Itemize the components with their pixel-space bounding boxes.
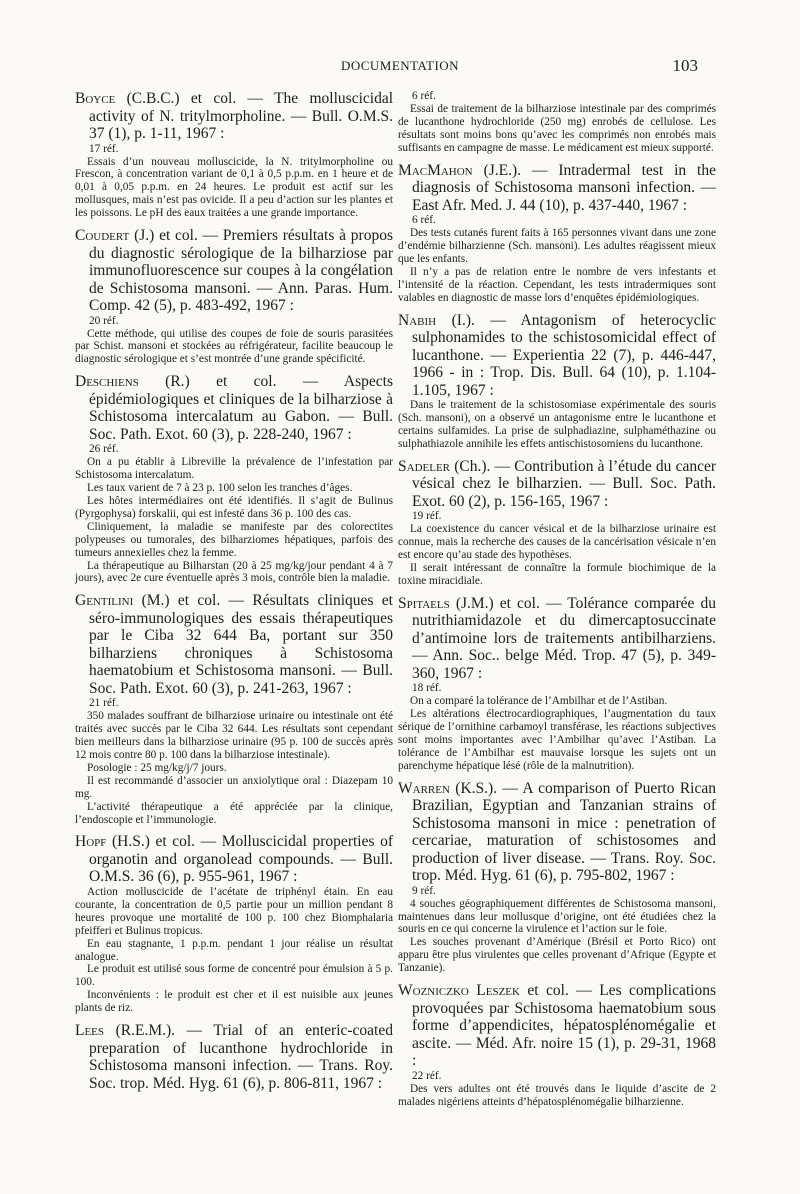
abstract-paragraph: Essais d’un nouveau molluscicide, la N. tritylmorpholine ou Frescon, à concentration variant de 0,1 à 0,5 p.p.m. en 1 heure et de 0,01 à 0,05 p.p.m. en 24 heures. Le produit est actif sur les mollusques, mais n’est pas ovicide. Il a peu d’action sur les plantes et les poissons. Le pH des eaux traitées a une grande importance. bbox=[75, 155, 393, 220]
entry-abstract bbox=[398, 1083, 716, 1109]
bibliography-entry bbox=[75, 1022, 393, 1092]
abstract-paragraph: On a comparé la tolérance de l’Ambilhar et de l’Astiban. bbox=[410, 695, 668, 708]
abstract-paragraph: On a pu établir à Libreville la prévalence de l’infestation par Schistosoma intercalatum. bbox=[75, 456, 393, 482]
abstract-paragraph: Cliniquement, la maladie se manifeste par des colorectites polypeuses ou tumorales, des bilharziomes hépatiques, parfois des tumeurs annexielles chez la femme. bbox=[75, 520, 393, 559]
abstract-paragraph: Des vers adultes ont été trouvés dans le liquide d’ascite de 2 malades nigériens atteints d’hépatosplénomégalie bilharzienne. bbox=[398, 1082, 716, 1108]
abstract-paragraph: La coexistence du cancer vésical et de la bilharziose urinaire est connue, mais la recherche des causes de la cancérisation vésicale n’en est encore qu’au stade des hypothèses. bbox=[398, 523, 716, 561]
abstract-paragraph: Les taux varient de 7 à 23 p. 100 selon les tranches d’âges. bbox=[87, 482, 353, 495]
entry-citation bbox=[398, 312, 716, 400]
entry-reference: (I.). — Antagonism of heterocyclic sulphonamides to the schistosomicidal effect of lucanthone. — Experientia 22 (7), p. 446-447, 1966 - in : Trop. Dis. Bull. 64 (10), p. 1.104-1.105, 1967 : bbox=[412, 311, 717, 399]
entry-abstract bbox=[398, 898, 716, 975]
abstract-paragraph: Il n’y a pas de relation entre le nombre de vers infestants et l’intensité de la réaction. Cependant, les tests intradermiques sont valables en diagnostic de masse lors d’enquêtes épidémiologiques. bbox=[398, 265, 716, 304]
entry-abstract bbox=[398, 695, 716, 772]
entry-citation bbox=[75, 373, 393, 443]
abstract-paragraph: 350 malades souffrant de bilharziose urinaire ou intestinale ont été traités avec succès par le Ciba 32 644. Les résultats sont cependant bien meilleurs dans la bilharziose urinaire (95 p. 100 de succès après 12 mois contre 80 p. 100 dans la bilharziose intestinale). bbox=[75, 710, 393, 762]
entry-reference: (R.E.M.). — Trial of an enteric-coated preparation of lucanthone hydrochloride in Schistosoma mansoni infection. — Trans. Roy. Soc. trop. Méd. Hyg. 61 (6), p. 806-811, 1967 : bbox=[89, 1022, 393, 1092]
entry-ref-count: 19 réf. bbox=[412, 510, 442, 523]
abstract-paragraph: Posologie : 25 mg/kg/j/7 jours. bbox=[87, 761, 227, 774]
entry-reference: (Ch.). — Contribution à l’étude du cancer vésical chez le bilharzien. — Bull. Soc. Path. Exot. 60 (2), p. 156-165, 1967 : bbox=[412, 457, 717, 510]
entry-reference: (J.) et col. — Premiers résultats à propos du diagnostic sérologique de la bilharziose par immunofluorescence sur coupes à la congélation de Schistosoma mansoni. — Ann. Paras. Hum. Comp. 42 (5), p. 483-492, 1967 : bbox=[89, 227, 394, 315]
bibliography-entry bbox=[75, 833, 393, 1015]
entry-citation bbox=[75, 90, 393, 143]
bibliography-entry bbox=[398, 312, 716, 451]
entry-abstract bbox=[75, 456, 393, 585]
entry-ref-count: 20 réf. bbox=[89, 314, 119, 327]
continued-refs: 6 réf. bbox=[412, 90, 436, 102]
entry-ref-count: 6 réf. bbox=[412, 214, 436, 227]
entry-abstract bbox=[75, 328, 393, 367]
entry-author: Nabih bbox=[398, 311, 437, 329]
entry-ref-count: 9 réf. bbox=[412, 884, 436, 897]
entry-reference: (J.E.). — Intradermal test in the diagnosis of Schistosoma mansoni infection. — East Afr. Med. J. 44 (10), p. 437-440, 1967 : bbox=[412, 161, 716, 214]
abstract-paragraph: Les altérations électrocardiographiques, l’augmentation du taux sérique de l’ornithine carbamoyl transférase, les réactions subjectives sont moins importantes avec l’Ambilhar qu’avec l’Astiban. La tolérance de l’Ambilhar est mauvaise lorsque les sujets ont un parenchyme hépatique lésé (rôle de la malnutrition). bbox=[398, 708, 716, 772]
entry-citation bbox=[398, 780, 716, 885]
bibliography-entry bbox=[75, 373, 393, 585]
bibliography-entry bbox=[75, 90, 393, 220]
entry-author: Deschiens bbox=[75, 373, 139, 391]
entry-ref-count: 18 réf. bbox=[412, 682, 442, 695]
abstract-paragraph: Inconvénients : le produit est cher et il est nuisible aux jeunes plants de riz. bbox=[75, 989, 393, 1015]
abstract-paragraph: Il est recommandé d’associer un anxiolytique oral : Diazepam 10 mg. bbox=[75, 774, 393, 800]
entry-citation bbox=[398, 458, 716, 511]
entry-citation bbox=[75, 833, 393, 886]
bibliography-entry bbox=[398, 780, 716, 975]
entry-abstract bbox=[398, 227, 716, 304]
abstract-paragraph: Action molluscicide de l’acétate de triphényl étain. En eau courante, la concentration de 0,5 partie pour un million pendant 8 heures provoque une mortalité de 100 p. 100 chez Biomphalaria pfeifferi et Bulinus tropicus. bbox=[75, 885, 393, 937]
running-title: DOCUMENTATION bbox=[340, 58, 460, 73]
abstract-paragraph: En eau stagnante, 1 p.p.m. pendant 1 jour réalise un résultat analogue. bbox=[75, 937, 393, 963]
entry-citation bbox=[398, 595, 716, 683]
bibliography-entry bbox=[398, 458, 716, 588]
entry-author: Hopf bbox=[75, 833, 107, 851]
entry-author: Coudert bbox=[75, 227, 130, 245]
abstract-paragraph: Dans le traitement de la schistosomiase expérimentale des souris (Sch. mansoni), on a observé un antagonisme entre le lucanthone et certains sulfamides. La prise de sulphadiazine, sulphaméthazine ou sulphathiazole annihile les effets antischistosomiens du lucanthone. bbox=[398, 399, 716, 450]
entry-author: Wozniczko Leszek bbox=[398, 982, 520, 1000]
left-column bbox=[75, 90, 393, 1099]
abstract-paragraph: Essai de traitement de la bilharziose intestinale par des comprimés de lucanthone hydrochloride (250 mg) enrobés de cellulose. Les résultats sont moins bons qu’avec les comprimés non enrobés mais suffisants en campagne de masse. Le médicament est mieux supporté. bbox=[398, 103, 716, 154]
right-column bbox=[398, 90, 716, 1115]
entry-author: Spitaels bbox=[398, 594, 450, 612]
entry-author: Lees bbox=[75, 1022, 105, 1040]
bibliography-entry bbox=[398, 162, 716, 305]
entry-author: MacMahon bbox=[398, 161, 473, 179]
entry-reference: (J.M.) et col. — Tolérance comparée du nutrithiamidazole et du dimercaptosuccinate d’antimoine lors de traitements antibilharziens. — Ann. Soc.. belge Méd. Trop. 47 (5), p. 349-360, 1967 : bbox=[412, 594, 716, 682]
bibliography-entry bbox=[75, 592, 393, 826]
entry-abstract bbox=[398, 523, 716, 588]
entry-author: Warren bbox=[398, 779, 450, 797]
entry-author: Boyce bbox=[75, 90, 116, 107]
entry-citation bbox=[75, 227, 393, 315]
page-number: 103 bbox=[672, 56, 698, 75]
abstract-paragraph: La thérapeutique au Bilharstan (20 à 25 mg/kg/jour pendant 4 à 7 jours), avec 2e cure éventuelle après 3 mois, contrôle bien la maladie. bbox=[75, 559, 393, 585]
abstract-paragraph: Les hôtes intermédiaires ont été identifiés. Il s’agit de Bulinus (Pyrgophysa) forskalii, qui est infesté dans 36 p. 100 des cas. bbox=[75, 494, 393, 520]
entry-citation bbox=[398, 162, 716, 215]
bibliography-entry bbox=[398, 982, 716, 1108]
entry-ref-count: 22 réf. bbox=[412, 1069, 442, 1082]
abstract-paragraph: Des tests cutanés furent faits à 165 personnes vivant dans une zone d’endémie bilharzienne (Sch. mansoni). Les adultes réagissent mieux que les enfants. bbox=[398, 227, 716, 265]
entry-ref-count: 21 réf. bbox=[89, 697, 119, 710]
bibliography-entry bbox=[75, 227, 393, 366]
abstract-paragraph: Les souches provenant d’Amérique (Brésil et Porto Rico) ont apparu être plus virulentes que celles provenant d’Afrique (Egypte et Tanzanie). bbox=[398, 936, 716, 975]
entry-citation bbox=[75, 1022, 393, 1092]
bibliography-entry bbox=[398, 595, 716, 773]
entry-abstract bbox=[75, 886, 393, 1015]
abstract-paragraph: Il serait intéressant de connaître la formule biochimique de la toxine miracidiale. bbox=[398, 561, 716, 587]
entry-reference: et col. — Les complications provoquées par Schistosoma haematobium sous forme d’appendicites, hépatosplénomégalie et ascite. — Méd. Afr. noire 15 (1), p. 29-31, 1968 : bbox=[412, 982, 716, 1070]
page-header bbox=[0, 56, 800, 76]
abstract-paragraph: Le produit est utilisé sous forme de concentré pour émulsion à 5 p. 100. bbox=[75, 963, 393, 989]
entry-abstract bbox=[398, 399, 716, 451]
entry-ref-count: 26 réf. bbox=[89, 443, 119, 456]
abstract-paragraph: Cette méthode, qui utilise des coupes de foie de souris parasitées par Schist. mansoni et stockées au réfrigérateur, facilite beaucoup le diagnostic sérologique et s’est montrée d’une grande spécificité. bbox=[75, 327, 393, 366]
abstract-paragraph: 4 souches géographiquement différentes de Schistosoma mansoni, maintenues dans leur mollusque d’origine, ont été étudiées chez la souris en ce qui concerne la virulence et l’action sur le foie. bbox=[398, 897, 716, 936]
entry-reference: (R.) et col. — Aspects épidémiologiques et cliniques de la bilharziose à Schistosoma intercalatum au Gabon. — Bull. Soc. Path. Exot. 60 (3), p. 228-240, 1967 : bbox=[89, 373, 393, 443]
entry-ref-count: 17 réf. bbox=[89, 142, 119, 155]
entry-author: Gentilini bbox=[75, 592, 134, 610]
entry-author: Sadeler bbox=[398, 457, 451, 475]
entry-reference: (K.S.). — A comparison of Puerto Rican Brazilian, Egyptian and Tanzanian strains of Schistosoma mansoni in mice : penetration of cercariae, maturation of schistosomes and production of liver disease. — Trans. Roy. Soc. trop. Méd. Hyg. 61 (6), p. 795-802, 1967 : bbox=[412, 779, 716, 885]
entry-citation bbox=[398, 982, 716, 1070]
entry-abstract bbox=[75, 156, 393, 221]
continued-abstract bbox=[398, 103, 716, 155]
entry-citation bbox=[75, 592, 393, 697]
entry-reference: (M.) et col. — Résultats cliniques et séro-immunologiques des essais thérapeutiques par le Ciba 32 644 Ba, portant sur 350 bilharziens chroniques à Schistosoma haematobium et Schistosoma mansoni. — Bull. Soc. Path. Exot. 60 (3), p. 241-263, 1967 : bbox=[89, 592, 393, 697]
entry-reference: (H.S.) et col. — Molluscicidal properties of organotin and organolead compounds. — Bull. O.M.S. 36 (6), p. 955-961, 1967 : bbox=[89, 833, 393, 886]
entry-reference: (C.B.C.) et col. — The molluscicidal activity of N. tritylmorpholine. — Bull. O.M.S. 37 (1), p. 1-11, 1967 : bbox=[89, 90, 394, 142]
entry-abstract bbox=[75, 710, 393, 826]
abstract-paragraph: L’activité thérapeutique a été appréciée par la clinique, l’endoscopie et l’immunologie. bbox=[75, 800, 393, 826]
